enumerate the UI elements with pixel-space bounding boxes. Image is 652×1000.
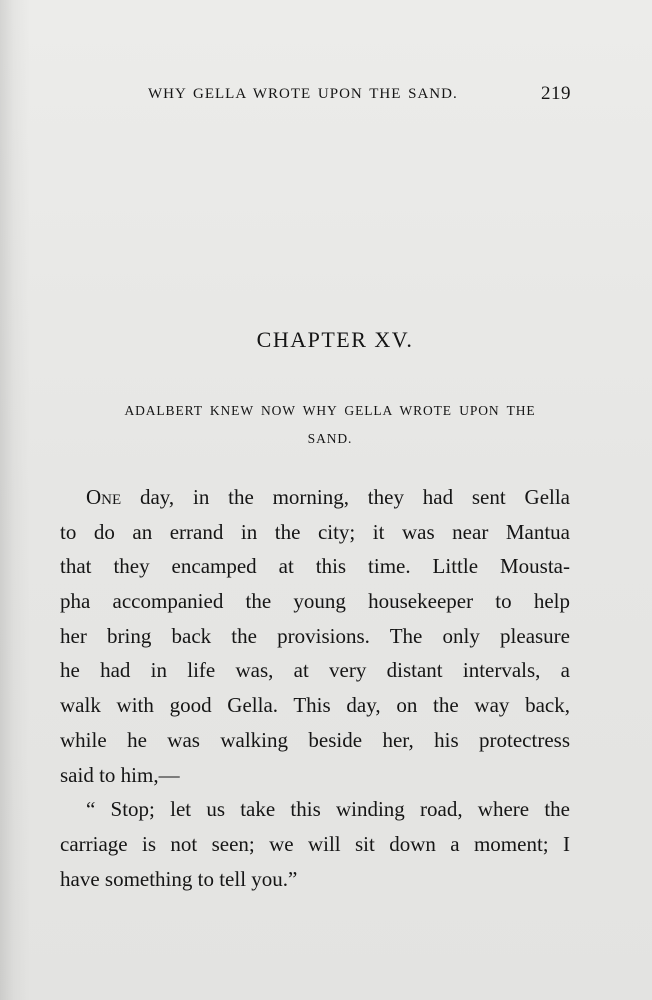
- paragraph-line: to do an errand in the city; it was near Mantua: [60, 519, 570, 544]
- paragraph-line: “ Stop; let us take this winding road, where the: [86, 797, 570, 822]
- paragraph-line: he had in life was, at very distant intervals, a: [60, 658, 570, 683]
- paragraph-line: carriage is not seen; we will sit down a moment; I: [60, 831, 570, 856]
- chapter-subtitle-line-1: ADALBERT KNEW NOW WHY GELLA WROTE UPON THE: [124, 403, 536, 418]
- paragraph-line: walk with good Gella. This day, on the way back,: [60, 693, 570, 718]
- chapter-subtitle: [104, 397, 556, 453]
- running-title: WHY GELLA WROTE UPON THE SAND.: [148, 86, 458, 102]
- chapter-heading: CHAPTER XV.: [256, 327, 414, 352]
- paragraph-line: that they encamped at this time. Little Mousta-: [60, 554, 570, 579]
- paragraph-line: said to him,—: [60, 762, 180, 787]
- page-number: 219: [541, 83, 571, 104]
- paragraph-line: while he was walking beside her, his protectress: [60, 727, 570, 752]
- drop-word: One: [86, 485, 122, 509]
- paragraph-line: her bring back the provisions. The only pleasure: [60, 623, 570, 648]
- paragraph-line: pha accompanied the young housekeeper to help: [60, 589, 570, 614]
- paragraph-line: have something to tell you.”: [60, 866, 298, 891]
- chapter-subtitle-line-2: SAND.: [307, 431, 353, 446]
- running-head: [148, 83, 571, 110]
- paragraph-line: One day, in the morning, they had sent Gella: [86, 485, 570, 509]
- body-text: [60, 480, 570, 896]
